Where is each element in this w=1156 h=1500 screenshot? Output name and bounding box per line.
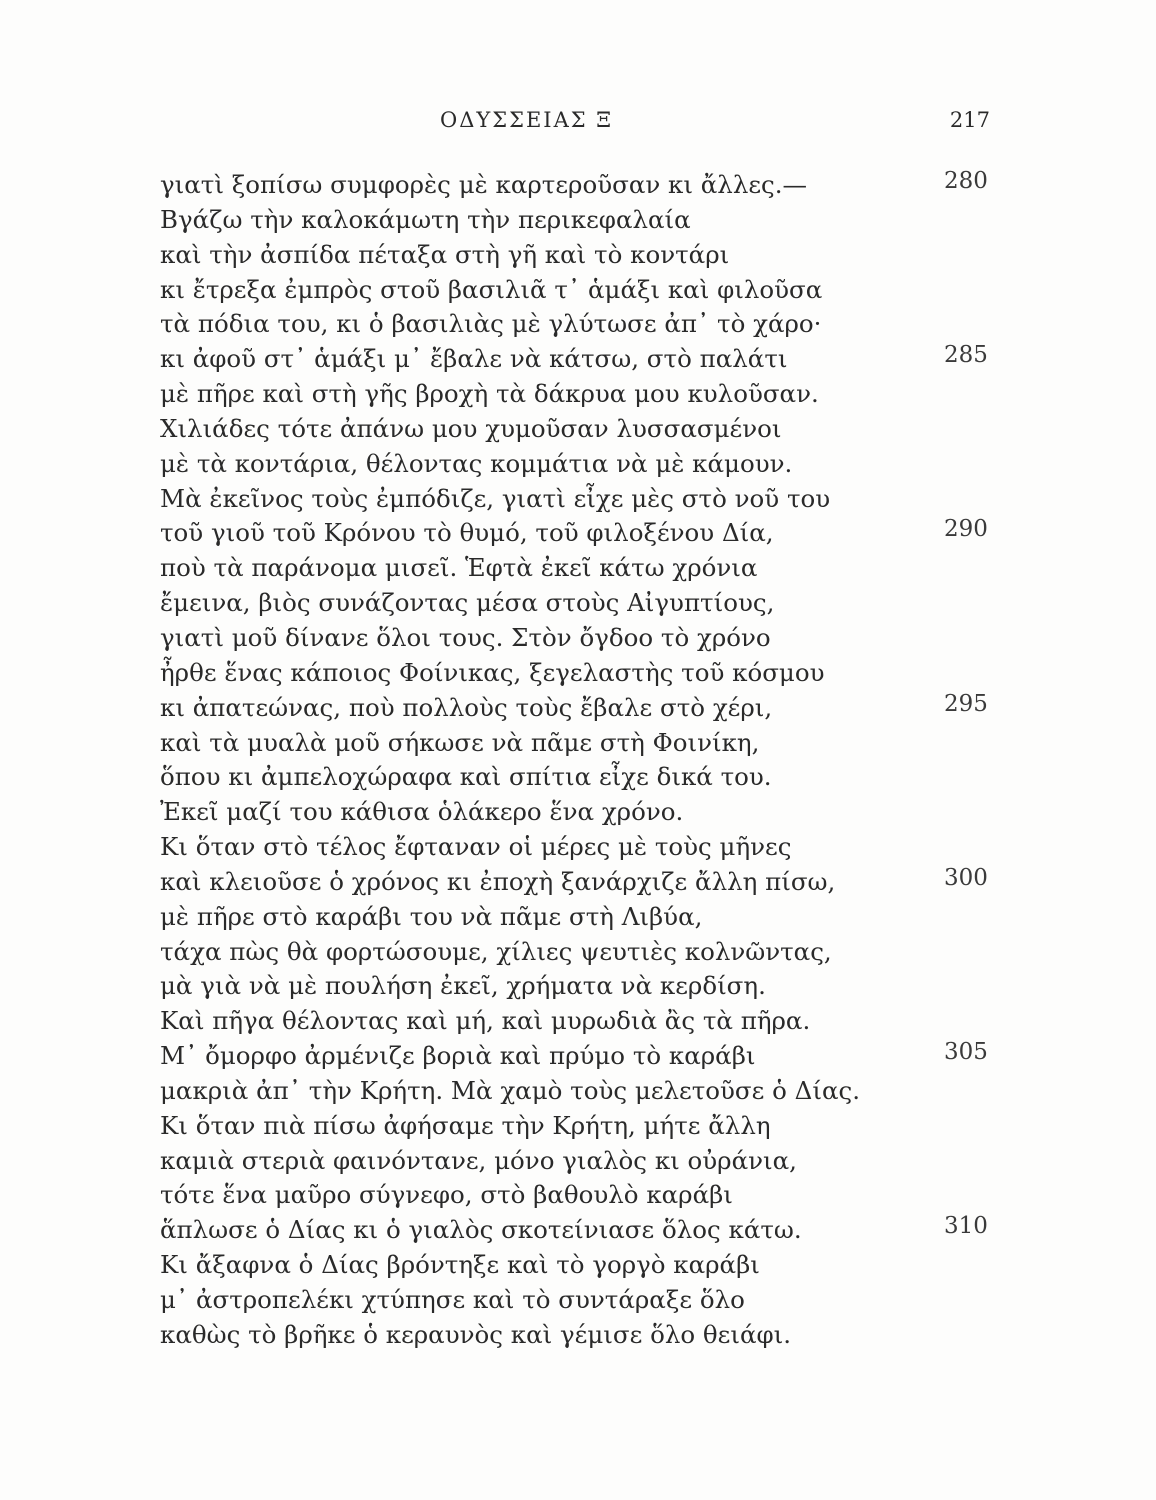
verse-text: μὰ γιὰ νὰ μὲ πουλήση ἐκεῖ, χρήματα νὰ κερδίση. xyxy=(160,971,766,1001)
verse-block xyxy=(160,168,1000,1353)
verse-line xyxy=(160,377,1000,412)
verse-text: ἅπλωσε ὁ Δίας κι ὁ γιαλὸς σκοτείνιασε ὅλος κάτω. xyxy=(160,1215,802,1245)
verse-text: κι ἔτρεξα ἐμπρὸς στοῦ βασιλιᾶ τ᾽ ἁμάξι καὶ φιλοῦσα xyxy=(160,274,823,304)
verse-line xyxy=(160,412,1000,447)
verse-text: Βγάζω τὴν καλοκάμωτη τὴν περικεφαλαία xyxy=(160,204,691,234)
verse-line xyxy=(160,203,1000,238)
verse-text: ποὺ τὰ παράνομα μισεῖ. Ἑφτὰ ἐκεῖ κάτω χρόνια xyxy=(160,553,758,583)
line-number: 295 xyxy=(944,690,988,717)
verse-line xyxy=(160,1283,1000,1318)
page-number: 217 xyxy=(949,108,990,132)
verse-text: τότε ἕνα μαῦρο σύγνεφο, στὸ βαθουλὸ καράβι xyxy=(160,1180,733,1210)
verse-text: μ᾽ ἀστροπελέκι χτύπησε καὶ τὸ συντάραξε ὅλο xyxy=(160,1285,745,1314)
verse-text: καὶ τὴν ἀσπίδα πέταξα στὴ γῆ καὶ τὸ κοντάρι xyxy=(160,239,730,269)
line-number: 285 xyxy=(944,342,988,369)
verse-line xyxy=(160,342,1000,377)
verse-line xyxy=(160,273,1000,308)
line-number: 305 xyxy=(944,1039,988,1066)
verse-line xyxy=(160,969,1000,1004)
verse-line xyxy=(160,1109,1000,1144)
verse-text: Μ᾽ ὄμορφο ἀρμένιζε βοριὰ καὶ πρύμο τὸ καράβι xyxy=(160,1041,756,1071)
verse-line xyxy=(160,1004,1000,1039)
verse-line xyxy=(160,1248,1000,1283)
verse-text: μὲ πῆρε καὶ στὴ γῆς βροχὴ τὰ δάκρυα μου κυλοῦσαν. xyxy=(160,379,819,409)
verse-line xyxy=(160,1213,1000,1248)
verse-text: μακριὰ ἀπ᾽ τὴν Κρήτη. Μὰ χαμὸ τοὺς μελετοῦσε ὁ Δίας. xyxy=(160,1075,861,1105)
line-number: 280 xyxy=(944,168,988,194)
verse-text: Καὶ πῆγα θέλοντας καὶ μή, καὶ μυρωδιὰ ἂς τὰ πῆρα. xyxy=(160,1006,811,1036)
verse-text: τὰ πόδια του, κι ὁ βασιλιὰς μὲ γλύτωσε ἀπ᾽ τὸ χάρο· xyxy=(160,309,822,339)
verse-line xyxy=(160,726,1000,761)
verse-text: τάχα πὼς θὰ φορτώσουμε, χίλιες ψευτιὲς κολνῶντας, xyxy=(160,936,832,966)
verse-text: Κι ὅταν πιὰ πίσω ἀφήσαμε τὴν Κρήτη, μήτε ἄλλη xyxy=(160,1110,771,1140)
verse-text: Κι ἄξαφνα ὁ Δίας βρόντηξε καὶ τὸ γοργὸ καράβι xyxy=(160,1250,760,1280)
verse-text: γιατὶ ξοπίσω συμφορὲς μὲ καρτεροῦσαν κι ἄλλες.— xyxy=(160,170,808,199)
verse-line xyxy=(160,482,1000,517)
verse-text: ἔμεινα, βιὸς συνάζοντας μέσα στοὺς Αἰγυπτίους, xyxy=(160,588,775,618)
verse-line xyxy=(160,516,1000,551)
verse-text: ὅπου κι ἀμπελοχώραφα καὶ σπίτια εἶχε δικά του. xyxy=(160,762,772,792)
verse-line xyxy=(160,691,1000,726)
running-title: ΟΔΥΣΣΕΙΑΣ Ξ xyxy=(440,108,614,132)
verse-line xyxy=(160,830,1000,865)
verse-text: γιατὶ μοῦ δίνανε ὅλοι τους. Στὸν ὄγδοο τὸ χρόνο xyxy=(160,622,771,652)
verse-line xyxy=(160,168,1000,203)
verse-line xyxy=(160,1178,1000,1213)
verse-line xyxy=(160,447,1000,482)
verse-line xyxy=(160,900,1000,935)
verse-line xyxy=(160,1318,1000,1353)
verse-text: καθὼς τὸ βρῆκε ὁ κεραυνὸς καὶ γέμισε ὅλο θειάφι. xyxy=(160,1319,792,1349)
verse-text: Κι ὅταν στὸ τέλος ἔφταναν οἱ μέρες μὲ τοὺς μῆνες xyxy=(160,832,792,862)
verse-line xyxy=(160,1144,1000,1179)
verse-text: Χιλιάδες τότε ἀπάνω μου χυμοῦσαν λυσσασμένοι xyxy=(160,413,782,443)
verse-text: μὲ τὰ κοντάρια, θέλοντας κομμάτια νὰ μὲ κάμουν. xyxy=(160,448,793,478)
verse-line xyxy=(160,1074,1000,1109)
verse-text: καμιὰ στεριὰ φαινόντανε, μόνο γιαλὸς κι οὐράνια, xyxy=(160,1145,797,1175)
verse-line xyxy=(160,656,1000,691)
verse-text: καὶ τὰ μυαλὰ μοῦ σήκωσε νὰ πᾶμε στὴ Φοινίκη, xyxy=(160,727,760,757)
running-head xyxy=(160,108,990,148)
verse-text: κι ἀφοῦ στ᾽ ἁμάξι μ᾽ ἔβαλε νὰ κάτσω, στὸ παλάτι xyxy=(160,344,788,374)
verse-line xyxy=(160,307,1000,342)
verse-line xyxy=(160,865,1000,900)
line-number: 300 xyxy=(944,864,988,891)
verse-line xyxy=(160,795,1000,830)
verse-line xyxy=(160,238,1000,273)
verse-line xyxy=(160,935,1000,970)
verse-text: καὶ κλειοῦσε ὁ χρόνος κι ἐποχὴ ξανάρχιζε ἄλλη πίσω, xyxy=(160,866,836,896)
verse-line xyxy=(160,760,1000,795)
verse-text: Ἐκεῖ μαζί του κάθισα ὁλάκερο ἕνα χρόνο. xyxy=(160,797,684,827)
verse-text: τοῦ γιοῦ τοῦ Κρόνου τὸ θυμό, τοῦ φιλοξένου Δία, xyxy=(160,518,774,548)
verse-line xyxy=(160,1039,1000,1074)
line-number: 310 xyxy=(944,1213,988,1240)
verse-line xyxy=(160,551,1000,586)
verse-text: κι ἀπατεώνας, ποὺ πολλοὺς τοὺς ἔβαλε στὸ χέρι, xyxy=(160,692,773,722)
line-number: 290 xyxy=(944,516,988,543)
verse-line xyxy=(160,586,1000,621)
verse-text: ἦρθε ἕνας κάποιος Φοίνικας, ξεγελαστὴς τοῦ κόσμου xyxy=(160,657,825,687)
verse-text: μὲ πῆρε στὸ καράβι του νὰ πᾶμε στὴ Λιβύα, xyxy=(160,901,703,931)
verse-line xyxy=(160,621,1000,656)
verse-text: Μὰ ἐκεῖνος τοὺς ἐμπόδιζε, γιατὶ εἶχε μὲς στὸ νοῦ του xyxy=(160,483,831,513)
